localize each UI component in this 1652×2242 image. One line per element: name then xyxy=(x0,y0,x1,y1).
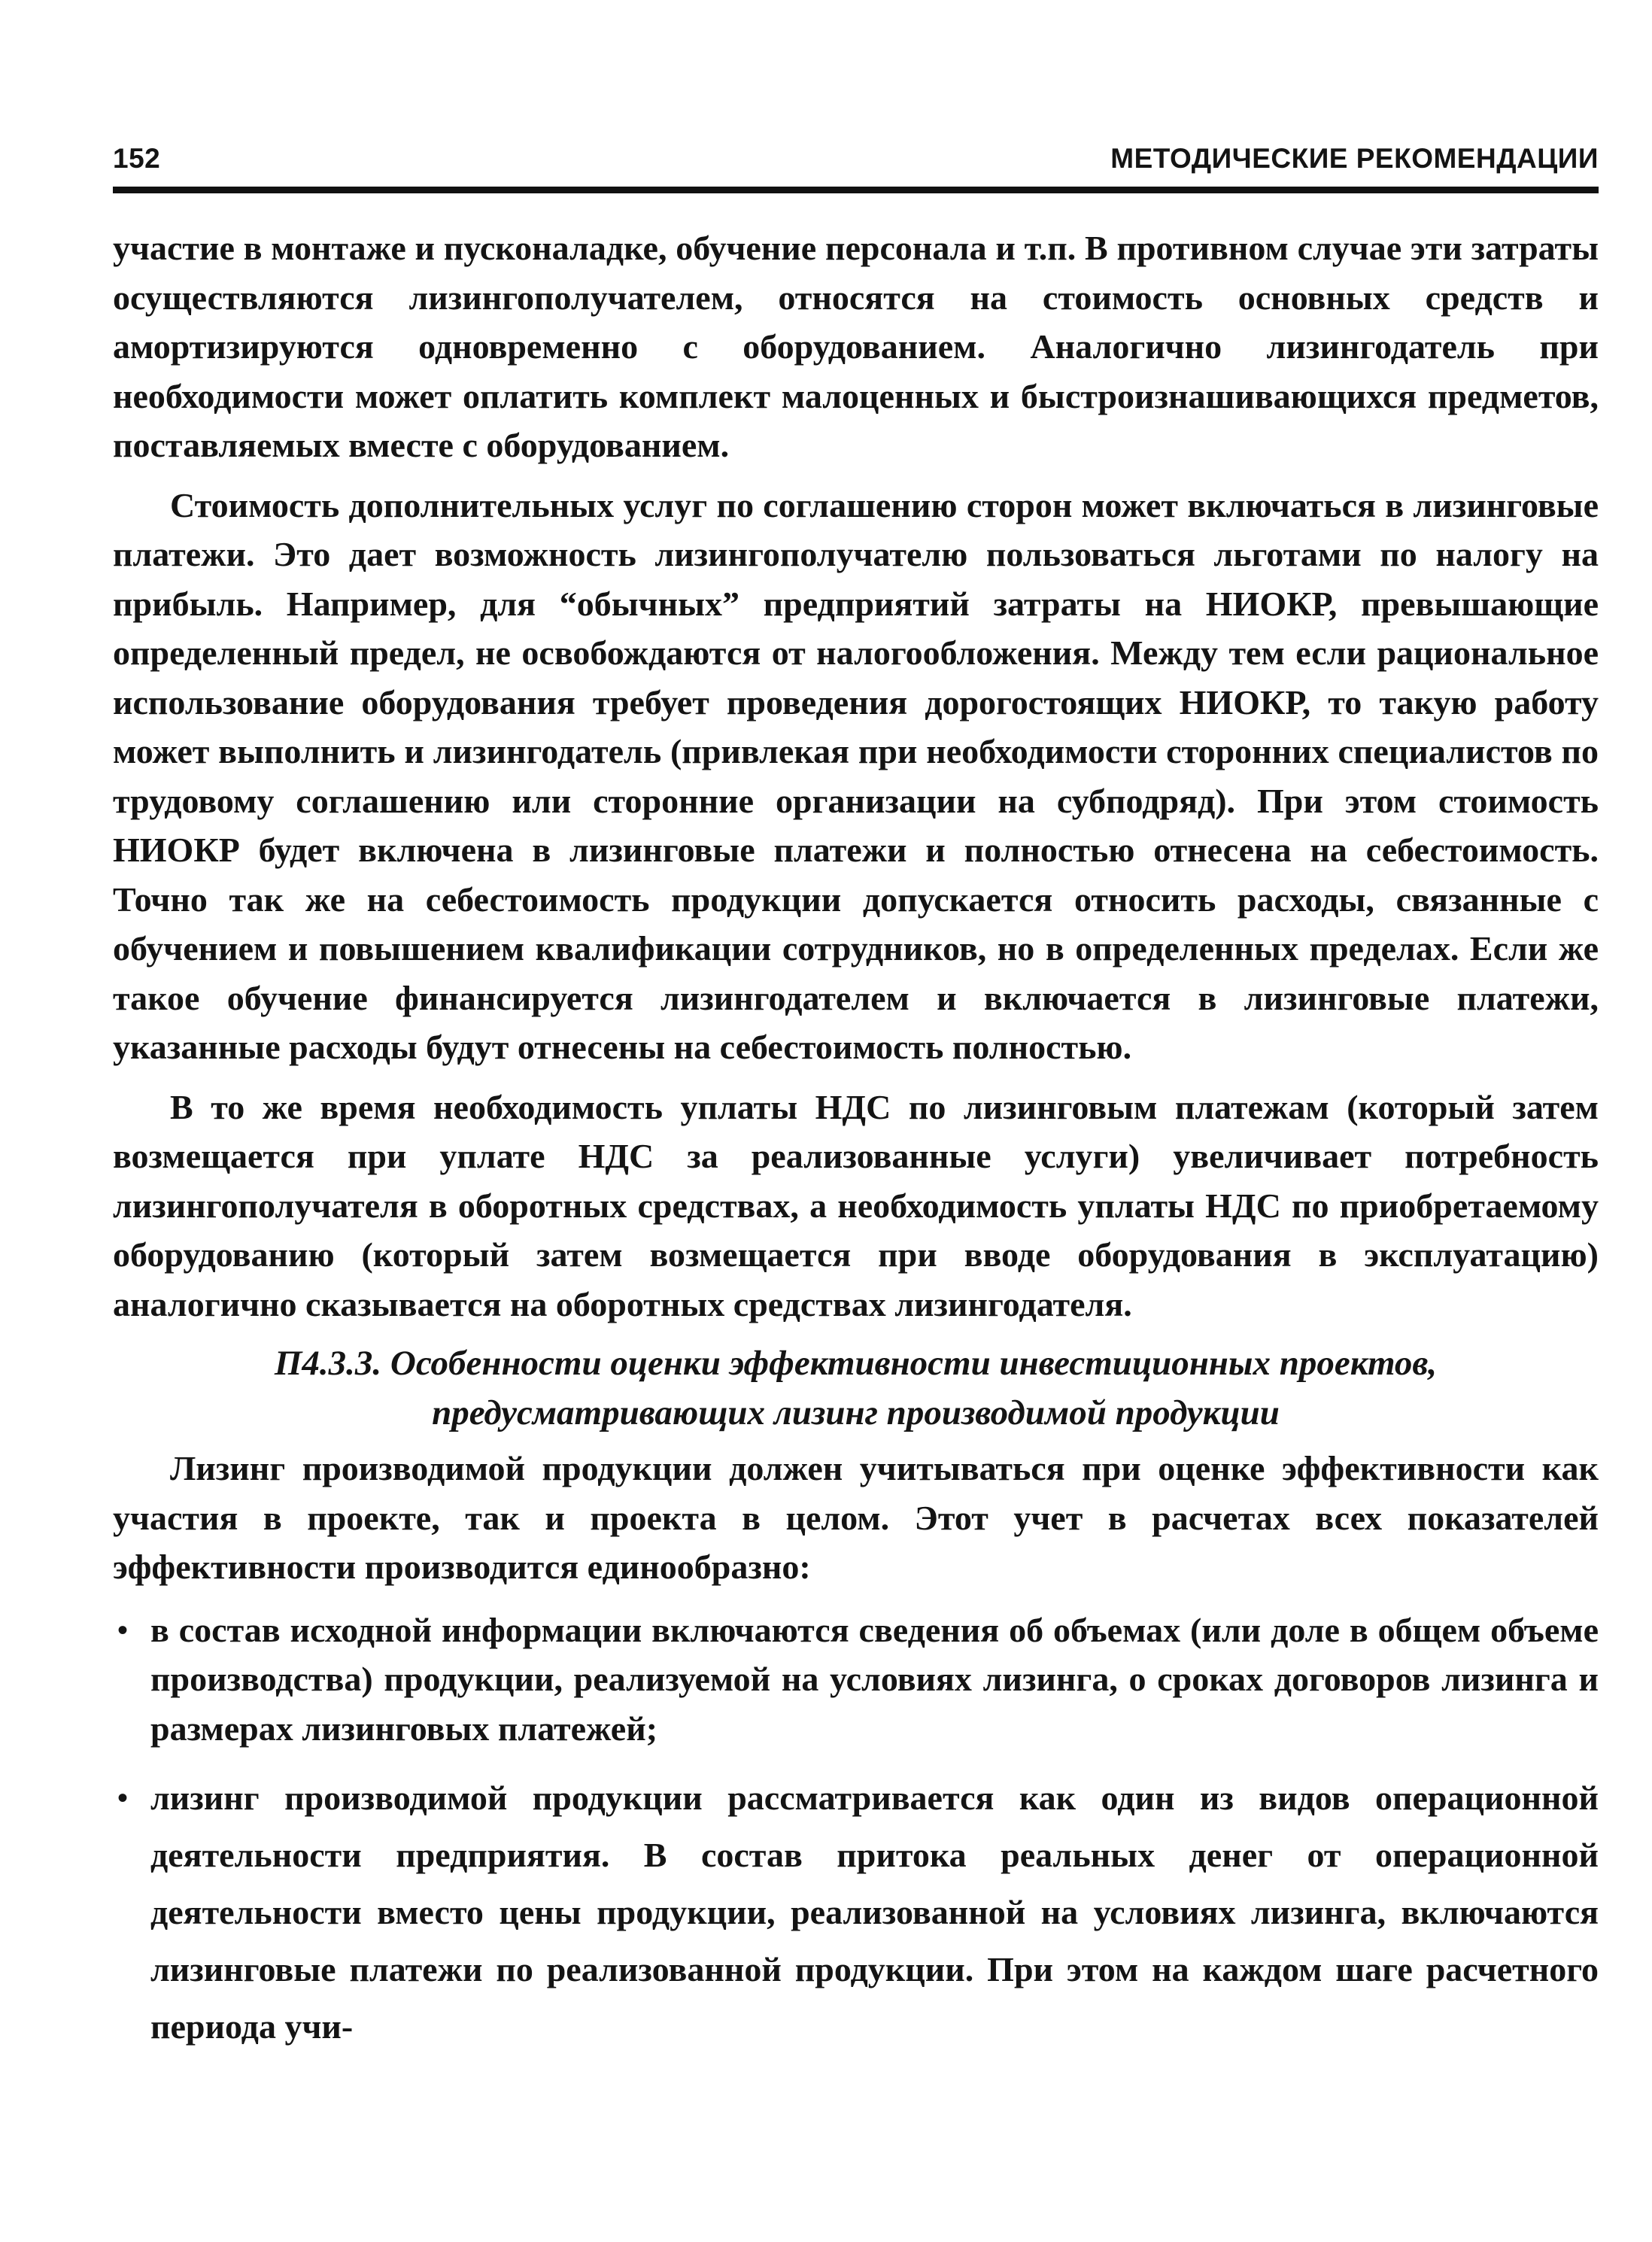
book-page xyxy=(113,143,1599,2174)
page-body xyxy=(113,223,1599,2055)
list-item xyxy=(113,1606,1599,1754)
bullet-icon: • xyxy=(117,1781,129,1815)
paragraph-continuation: участие в монтаже и пусконаладке, обучение персонала и т.п. В противном случае эти затраты осуществляются лизингополучателем, относятся на стоимость основных средств и амортизируются одновременно с оборудованием. Аналогично лизингодатель при необходимости может оплатить комплект малоценных и быстроизнашивающихся предметов, поставляемых вместе с оборудованием. xyxy=(113,229,1599,464)
header-rule xyxy=(113,187,1599,193)
list-item-text: лизинг производимой продукции рассматривается как один из видов операционной деятельности предприятия. В состав притока реальных денег от операционной деятельности вместо цены продукции, реализованной на условиях лизинга, включаются лизинговые платежи по реализованной продукции. При этом на каждом шаге расчетного периода учи- xyxy=(150,1779,1599,2046)
bullet-icon: • xyxy=(117,1612,129,1647)
list-item xyxy=(113,1770,1599,2055)
paragraph-vat: В то же время необходимость уплаты НДС по лизинговым платежам (который затем возмещается при уплате НДС за реализованные услуги) увеличивает потребность лизингополучателя в оборотных средствах, а необходимость уплаты НДС по приобретаемому оборудованию (который затем возмещается при вводе оборудования в эксплуатацию) аналогично сказывается на оборотных средствах лизингодателя. xyxy=(113,1087,1599,1323)
running-header-title: МЕТОДИЧЕСКИЕ РЕКОМЕНДАЦИИ xyxy=(1110,143,1599,174)
paragraph-intro: Лизинг производимой продукции должен учитываться при оценке эффективности как участия в проекте, так и проекта в целом. Этот учет в расчетах всех показателей эффективности производится единообразно: xyxy=(113,1449,1599,1586)
subsection-heading xyxy=(113,1339,1599,1438)
running-header xyxy=(113,143,1599,187)
subsection-heading-line-1: П4.3.3. Особенности оценки эффективности инвестиционных проектов, xyxy=(274,1344,1438,1383)
bullet-list xyxy=(113,1606,1599,2056)
subsection-heading-line-2: предусматривающих лизинг производимой продукции xyxy=(432,1393,1280,1432)
paragraph-additional-services: Стоимость дополнительных услуг по соглашению сторон может включаться в лизинговые платежи. Это дает возможность лизингополучателю пользоваться льготами по налогу на прибыль. Например, для “обычных” предприятий затраты на НИОКР, превышающие определенный предел, не освобождаются от налогообложения. Между тем если рациональное использование оборудования требует проведения дорогостоящих НИОКР, то такую работу может выполнить и лизингодатель (привлекая при необходимости сторонних специалистов по трудовому соглашению или сторонние организации на субподряд). При этом стоимость НИОКР будет включена в лизинговые платежи и полностью отнесена на себестоимость. Точно так же на себестоимость продукции допускается относить расходы, связанные с обучением и повышением квалификации сотрудников, но в определенных пределах. Если же такое обучение финансируется лизингодателем и включается в лизинговые платежи, указанные расходы будут отнесены на себестоимость полностью. xyxy=(113,485,1599,1066)
list-item-text: в состав исходной информации включаются сведения об объемах (или доле в общем объеме производства) продукции, реализуемой на условиях лизинга, о сроках договоров лизинга и размерах лизинговых платежей; xyxy=(150,1610,1599,1748)
page-number: 152 xyxy=(113,143,161,174)
